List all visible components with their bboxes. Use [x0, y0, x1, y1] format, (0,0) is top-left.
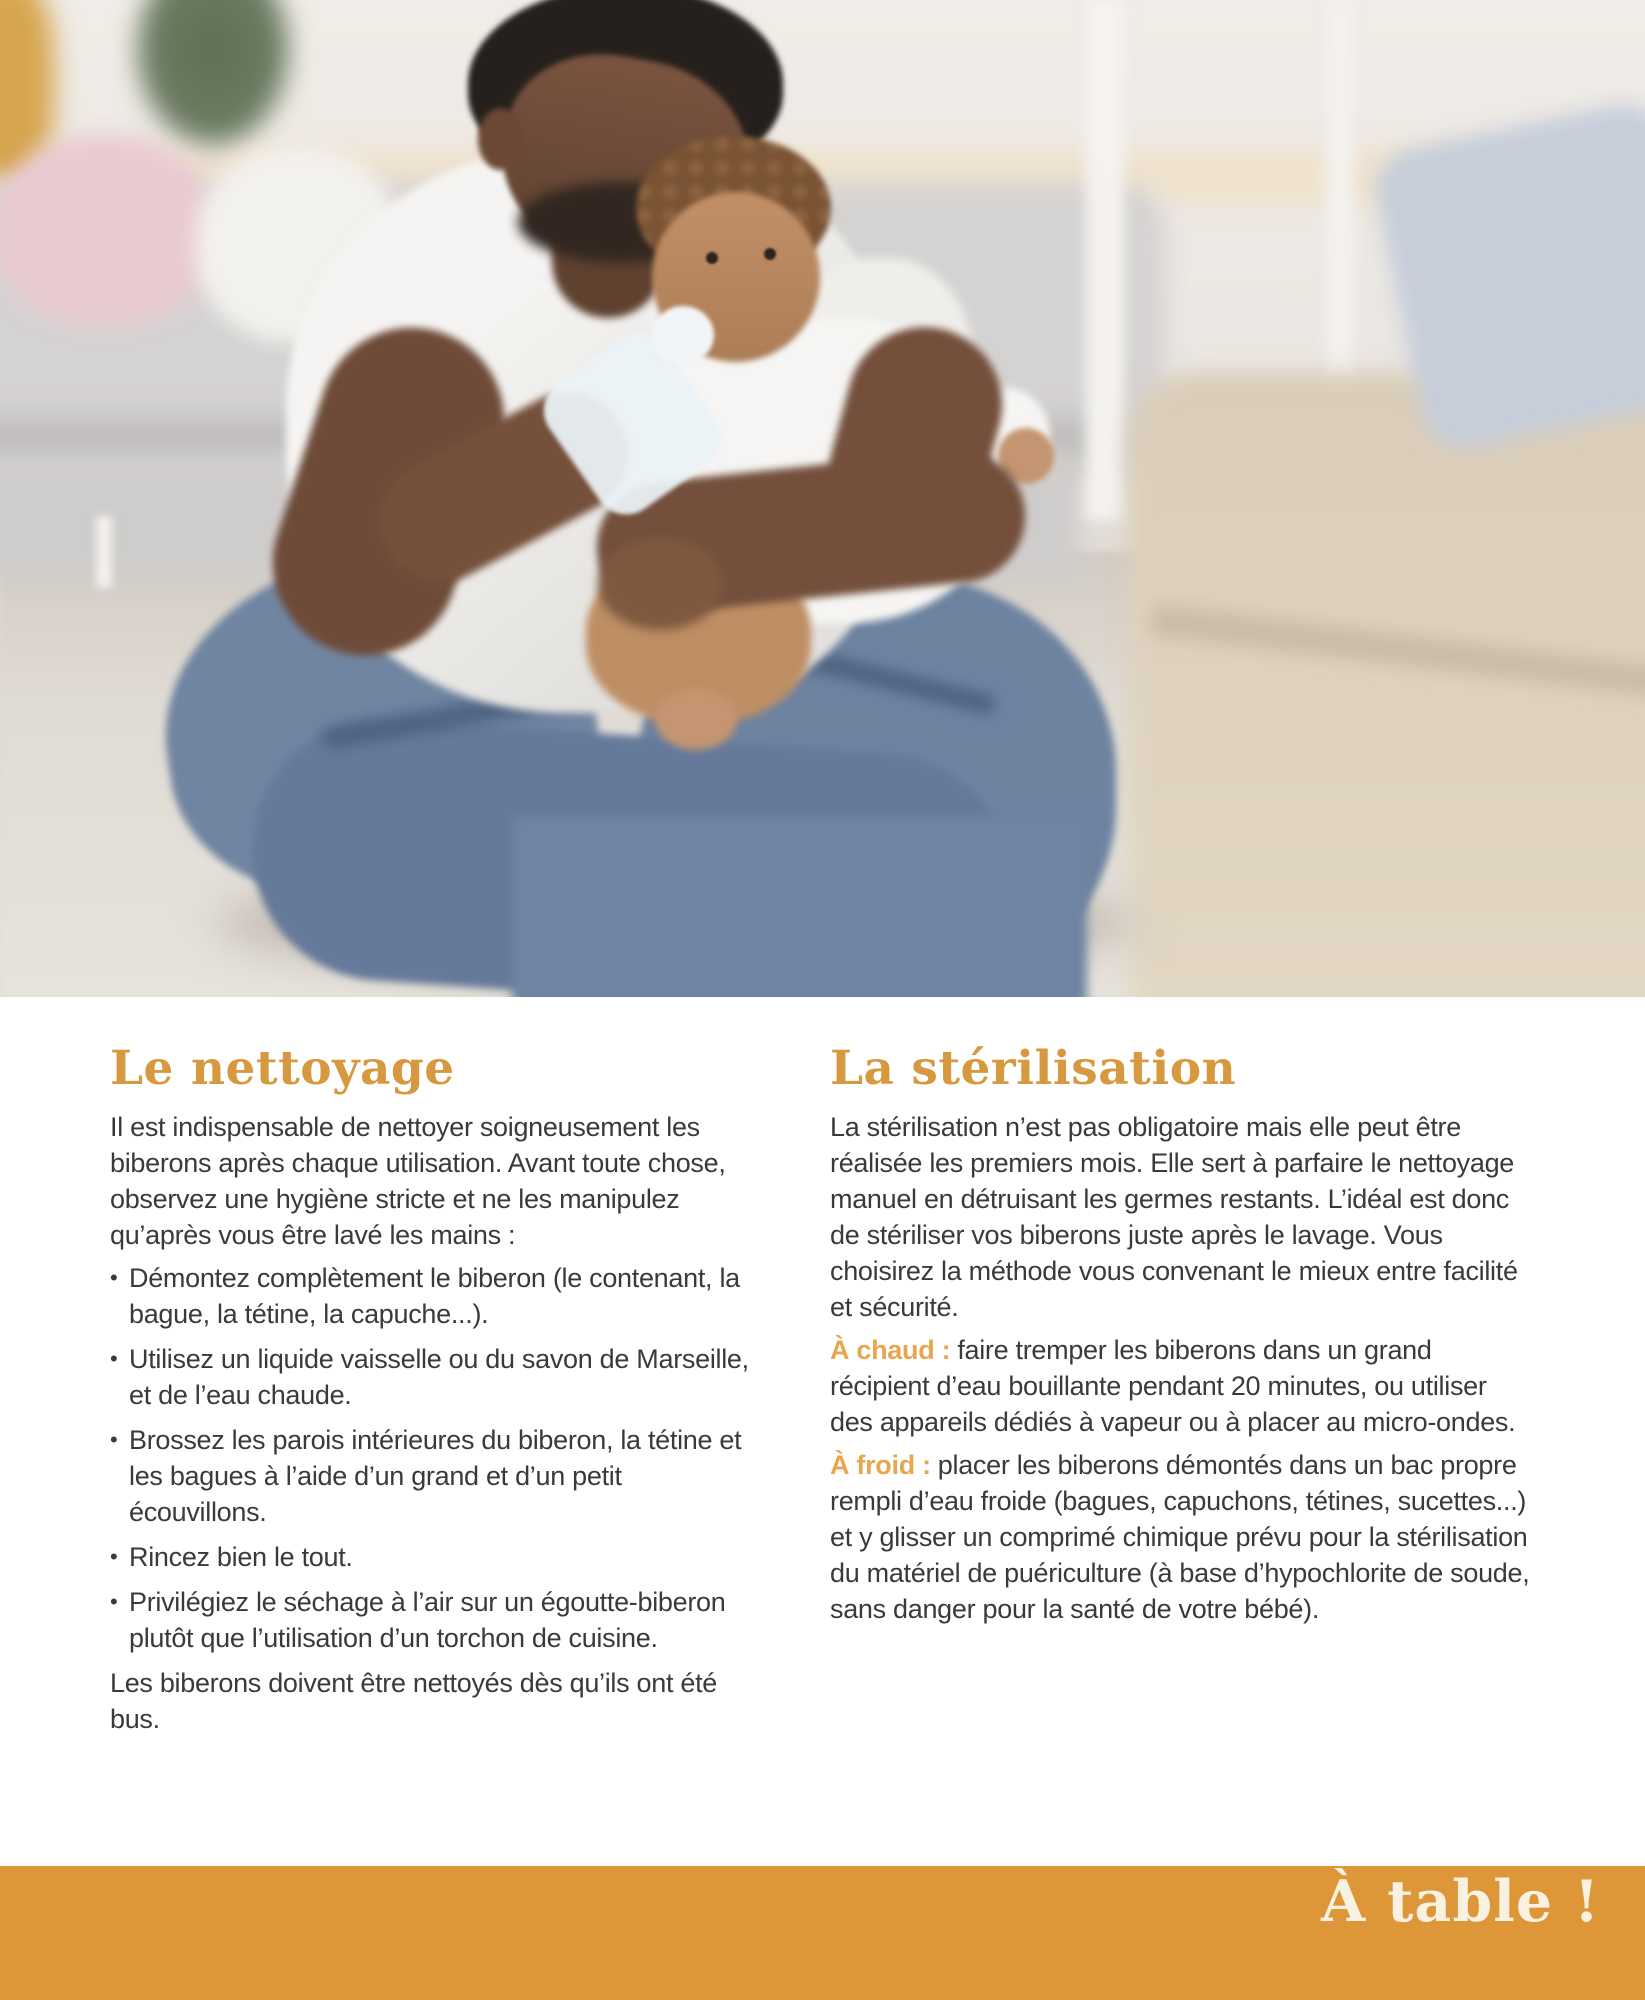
nettoyage-intro: Il est indispensable de nettoyer soigneusement les biberons après chaque utilisation. Avant toute chose, observez une hygiène stricte et ne les manipulez qu’après vous être lavé les mains :: [110, 1112, 726, 1250]
baby-foot: [655, 688, 737, 750]
footer-slogan: À table !: [1321, 1868, 1600, 1935]
bullet-text: Brossez les parois intérieures du biberon, la tétine et les bagues à l’aide d’un grand et d’un petit écouvillons.: [129, 1425, 742, 1527]
bullet-text: Démontez complètement le biberon (le contenant, la bague, la tétine, la capuche...).: [129, 1263, 740, 1329]
bullet-dot: •: [110, 1544, 118, 1569]
method-chaud: [830, 1332, 1536, 1440]
photo-sofa-leg: [96, 516, 112, 588]
father-ear: [478, 108, 523, 170]
photo-pink-pillow: [0, 136, 214, 326]
method-chaud-text: faire tremper les biberons dans un grand récipient d’eau bouillante pendant 20 minutes, ou utiliser des appareils dédiés à vapeur ou à placer au micro-ondes.: [830, 1335, 1516, 1437]
baby-eye: [706, 252, 718, 264]
text-content-area: [0, 997, 1645, 1866]
method-froid-text: placer les biberons démontés dans un bac propre rempli d’eau froide (bagues, capuchons, tétines, sucettes...) et y glisser un comprimé chimique prévu pour la stérilisation du matériel de puériculture (à base d’hypochlorite de soude, sans danger pour la santé de votre bébé).: [830, 1450, 1530, 1624]
photo-wall-strip: [1326, 0, 1354, 430]
bullet-dot: •: [110, 1346, 118, 1371]
bullet-dot: •: [110, 1265, 118, 1290]
bullet-dot: •: [110, 1427, 118, 1452]
bullet-text: Utilisez un liquide vaisselle ou du savon de Marseille, et de l’eau chaude.: [129, 1344, 749, 1410]
bullet-item: [110, 1539, 750, 1575]
bullet-item: [110, 1584, 750, 1656]
footer-band: [0, 1866, 1645, 2000]
bullet-text: Privilégiez le séchage à l’air sur un égoutte-biberon plutôt que l’utilisation d’un torchon de cuisine.: [129, 1587, 726, 1653]
bullet-dot: •: [110, 1589, 118, 1614]
photo-wall-strip: [1086, 0, 1124, 520]
father-jeans-bottom: [512, 816, 1087, 997]
nettoyage-outro: Les biberons doivent être nettoyés dès qu’ils ont été bus.: [110, 1668, 717, 1734]
bullet-item: [110, 1341, 750, 1413]
sterilisation-heading: La stérilisation: [830, 1041, 1237, 1096]
bullet-text: Rincez bien le tout.: [129, 1542, 353, 1572]
bullet-item: [110, 1260, 750, 1332]
hero-photo: [0, 0, 1645, 997]
father-fingers: [598, 538, 723, 630]
method-chaud-label: À chaud :: [830, 1335, 951, 1365]
section-sterilisation: [830, 1043, 1536, 1634]
baby-bottle-nipple: [652, 306, 714, 364]
sterilisation-intro: La stérilisation n’est pas obligatoire mais elle peut être réalisée les premiers mois. Elle sert à parfaire le nettoyage manuel en détruisant les germes restants. L’idéal est donc de stériliser vos biberons juste après le lavage. Vous choisirez la méthode vous convenant le mieux entre facilité et sécurité.: [830, 1112, 1518, 1322]
method-froid: [830, 1447, 1536, 1627]
nettoyage-heading: Le nettoyage: [110, 1041, 455, 1096]
bullet-item: [110, 1422, 750, 1530]
baby-eye: [764, 248, 776, 260]
method-froid-label: À froid :: [830, 1450, 931, 1480]
photo-plant: [138, 0, 288, 144]
section-nettoyage: [110, 1043, 750, 1744]
nettoyage-bullet-list: [110, 1260, 750, 1656]
